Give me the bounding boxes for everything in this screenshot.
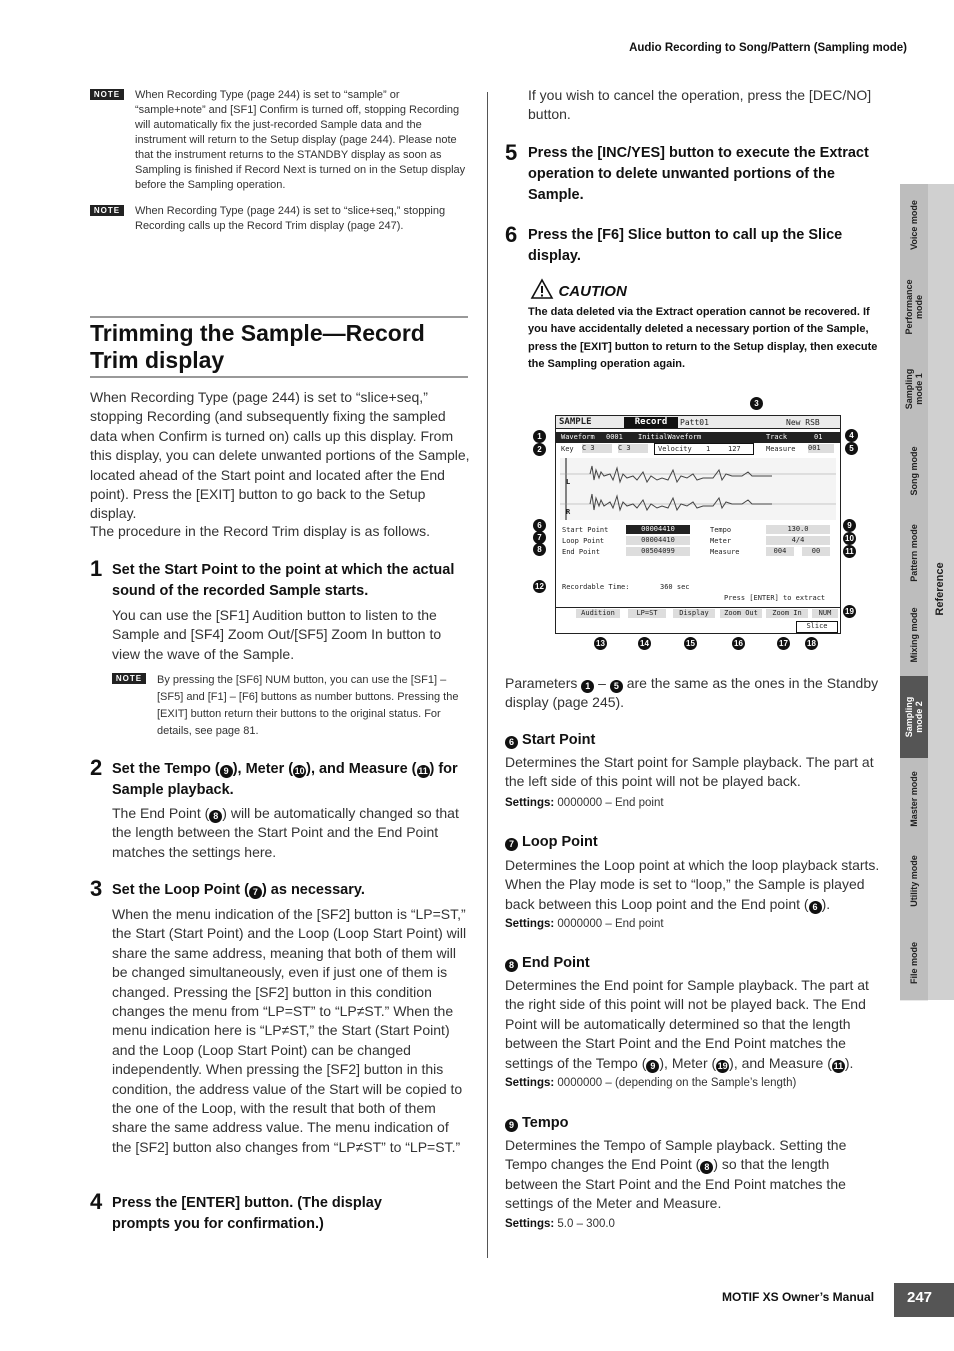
step-body: You can use the [SF1] Audition button to listen to the Sample and [SF4] Zoom Out/[SF5] Zoom In button to view the wave of the Sample. [112, 607, 442, 662]
circled-number: 5 [610, 680, 623, 693]
param-body: Determines the Start point for Sample playback. The part at the left side of this point will not be played back. [505, 754, 874, 790]
step-title-text: ), Meter ( [232, 761, 294, 777]
tab-label: Performance mode [904, 279, 924, 335]
callout: 18 [805, 637, 818, 650]
tab-utility-mode[interactable] [900, 840, 928, 923]
param-body-text: ). [821, 895, 831, 912]
note-text: When Recording Type (page 244) is set to “sample” or “sample+note” and [SF1] Confirm is turned off, stopping Recording will automatically fix the just-recorded Sample data and the instrument will return to the Setup display (page 244). Please note that the instrument returns to the STANDBY display as soon as Sampling is finished if Record Next is turned on in the Setup display before the Sampling operation. [135, 89, 466, 191]
lcd-label: Track [766, 433, 788, 441]
tab-sampling-mode-1[interactable] [900, 348, 928, 431]
callout: 11 [843, 545, 856, 558]
step-title-text: Set the Loop Point ( [112, 882, 249, 898]
step-body-text: The End Point ( [112, 805, 210, 821]
circled-number: 11 [833, 1060, 844, 1071]
param-title [505, 955, 590, 972]
settings-value: 0000000 – End point [557, 797, 664, 809]
step-number: 3 [90, 876, 103, 901]
note-3 [112, 672, 468, 740]
param-body [505, 1136, 885, 1214]
callout: 8 [533, 543, 546, 556]
param-settings [505, 1077, 796, 1089]
lcd-sf3-button: Display [673, 609, 715, 618]
param-title [505, 834, 598, 851]
callout: 7 [533, 531, 546, 544]
tab-performance-mode[interactable] [900, 266, 928, 349]
settings-value: 0000000 – End point [557, 918, 664, 930]
param-settings [505, 1218, 615, 1230]
lcd-label: Meter [710, 537, 732, 545]
step-title: Press the [F6] Slice button to call up the Slice display. [528, 227, 843, 264]
circled-number: 11 [418, 766, 428, 776]
param-settings [505, 918, 664, 930]
param-settings [505, 797, 664, 809]
tab-label: Sampling mode 1 [904, 368, 924, 410]
lcd-label: Key [561, 445, 574, 453]
circled-number: 1 [581, 680, 594, 693]
tab-file-mode[interactable] [900, 922, 928, 1001]
circled-number: 6 [505, 736, 518, 749]
lcd-divider [556, 607, 840, 608]
lcd-label: Measure [710, 548, 740, 556]
lcd-bank: New RSB [786, 418, 820, 427]
lcd-value: 360 sec [660, 583, 690, 591]
note-text: When Recording Type (page 244) is set to “slice+seq,” stopping Recording calls up the Record Trim display (page 247). [135, 205, 446, 232]
lcd-value: 4/4 [766, 536, 830, 545]
cancel-paragraph: If you wish to cancel the operation, press the [DEC/NO] button. [528, 87, 872, 123]
caution-label: CAUTION [558, 283, 627, 300]
lcd-sf5-button: Zoom In [766, 609, 808, 618]
record-trim-display [555, 415, 841, 634]
lcd-value: 004 [766, 547, 794, 556]
lcd-channel-l: L [566, 478, 571, 486]
params-intro-text: are the same as the ones in the Standby display (page 245). [505, 675, 879, 711]
lcd-value: 00 [802, 547, 830, 556]
lcd-value: 00004410 [626, 536, 690, 545]
warning-triangle-icon [530, 278, 554, 300]
lcd-value: InitialWaveform [638, 433, 702, 441]
step-number: 5 [505, 140, 518, 165]
waveform-view [560, 458, 836, 520]
step-body: When the menu indication of the [SF2] button is “LP=ST,” the Start (Start Point) and the Loop (Loop Start Point) will share the same address, meaning that both of them will be changed simultaneously, even if just one of them is changed. Pressing the [SF2] button in this condition changes the menu from “LP=ST” to “LP≠ST.” When the menu indication here is “LP≠ST,” the Start (Start Point) and the Loop (Loop Start Point) can be changed independently. When pressing the [SF2] button in this condition, the address value of the Start will be copied to the one of the Loop, with the result that both of them share the same address value. The menu indication of the [SF2] button also changes from “LP≠ST” to “LP=ST.” [112, 906, 467, 1155]
param-body-text: ), Meter ( [659, 1054, 717, 1071]
params-intro [505, 674, 885, 713]
lcd-label: Loop Point [562, 537, 605, 545]
lcd-value: C 3 [618, 444, 648, 453]
lcd-label: Recordable Time: [562, 583, 630, 591]
callout: 13 [594, 637, 607, 650]
callout: 6 [533, 519, 546, 532]
settings-value: 5.0 – 300.0 [557, 1218, 615, 1230]
lcd-label: Start Point [562, 526, 609, 534]
lcd-sf6-button: NUM [812, 609, 838, 618]
param-body-text: Determines the Loop point at which the loop playback starts. When the Play mode is set to “loop,” the Sample is played back between this Loop point and the End point ( [505, 857, 880, 912]
settings-label: Settings: [505, 1218, 555, 1230]
callout: 19 [843, 605, 856, 618]
tab-label: Utility mode [909, 855, 919, 907]
lcd-value: 130.0 [766, 525, 830, 534]
step-title: Press the [ENTER] button. (The display prompts you for confirmation.) [112, 1195, 382, 1232]
callout: 5 [845, 442, 858, 455]
tab-master-mode[interactable] [900, 758, 928, 841]
lcd-pattern: Patt01 [680, 418, 709, 427]
step-number: 4 [90, 1189, 103, 1214]
circled-number: 9 [646, 1060, 659, 1073]
tab-song-mode[interactable] [900, 430, 928, 513]
circled-number: 8 [505, 959, 518, 972]
step-body-text: ) will be automatically changed so that the length between the Start Point and the End Point matches the settings here. [112, 805, 459, 860]
lcd-label: Tempo [710, 526, 732, 534]
param-body [505, 976, 885, 1073]
tab-pattern-mode[interactable] [900, 512, 928, 595]
lcd-label: Measure [766, 445, 796, 453]
callout: 9 [843, 519, 856, 532]
manual-title: MOTIF XS Owner’s Manual [722, 1290, 875, 1304]
step-title [112, 880, 467, 901]
note-1 [90, 88, 470, 193]
lcd-value: 0001 [606, 433, 623, 441]
callout: 4 [845, 429, 858, 442]
lcd-channel-r: R [566, 508, 571, 516]
caution-heading [530, 278, 627, 301]
tab-label: Song mode [909, 446, 919, 496]
param-body-text: ), and Measure ( [729, 1054, 832, 1071]
param-body-text: ). [844, 1054, 854, 1071]
tab-label: Mixing mode [909, 607, 919, 663]
callout: 17 [777, 637, 790, 650]
callout: 2 [533, 443, 546, 456]
tab-label: Pattern mode [909, 524, 919, 582]
step-title: Press the [INC/YES] button to execute the Extract operation to delete unwanted portions of the Sample. [528, 145, 869, 203]
param-body-text: ) so that the length between the Start Point and the End Point matches the settings of the Meter and Measure. [505, 1156, 846, 1212]
param-title-text: Start Point [522, 732, 596, 748]
tab-mixing-mode[interactable] [900, 594, 928, 677]
step-title-text: ) as necessary. [261, 882, 365, 898]
step-title-text: ) for Sample playback. [112, 761, 458, 798]
param-title-text: End Point [522, 955, 590, 971]
tab-label: Voice mode [909, 200, 919, 250]
callout: 12 [533, 580, 546, 593]
circled-number: 9 [505, 1119, 518, 1132]
lcd-value: C 3 [582, 444, 612, 453]
param-body-text: Determines the End point for Sample playback. The part at the right side of this point will not be played back. The End Point will be automatically determined so that the length between the Start Point and the End Point matches the settings of the Tempo ( [505, 977, 869, 1071]
step-title-text: ), and Measure ( [306, 761, 417, 777]
callout: 14 [638, 637, 651, 650]
intro-paragraph-2: The procedure in the Record Trim display is as follows. [90, 523, 431, 539]
note-text: By pressing the [SF6] NUM button, you can use the [SF1] – [SF5] and [F1] – [F6] buttons as number buttons. Pressing the [EXIT] button return their buttons to the original status. For details, see page 81. [157, 674, 459, 737]
circled-number: 10 [294, 766, 305, 776]
lcd-sf2-button: LP=ST [628, 609, 666, 618]
param-body [505, 856, 887, 914]
circled-number: 9 [220, 765, 233, 778]
section-title: Trimming the Sample—Record Trim display [90, 316, 468, 378]
tab-label: Sampling mode 2 [904, 696, 924, 738]
circled-number: 8 [700, 1161, 713, 1174]
reference-label: Reference [934, 562, 946, 616]
lcd-sf1-button: Audition [576, 609, 620, 618]
param-title-text: Loop Point [522, 834, 598, 850]
lcd-value: 00504099 [626, 547, 690, 556]
callout: 15 [684, 637, 697, 650]
lcd-label: Waveform [561, 433, 595, 441]
params-intro-text: Parameters [505, 675, 582, 691]
lcd-label: Velocity [658, 445, 692, 453]
note-icon: NOTE [90, 205, 124, 216]
circled-number: 7 [249, 886, 262, 899]
mode-index-sidebar [900, 184, 954, 1000]
intro-paragraph: When Recording Type (page 244) is set to “slice+seq,” stopping Recording (and subsequently fixing the sampled data when Confirm is turned on) calls up this display. From this display, you can delete unwanted portions of the Sample, located ahead of the Start point and located after the End point). Press the [EXIT] button to go back to the Setup display. [90, 389, 470, 522]
tab-label: Master mode [909, 771, 919, 827]
circled-number: 19 [717, 1060, 728, 1071]
caution-text: The data deleted via the Extract operation cannot be recovered. If you have accidentally deleted a necessary portion of the Sample, press the [EXIT] button to return to the Setup display, then execute the Sampling operation again. [528, 306, 878, 370]
circled-number: 8 [209, 810, 222, 823]
lcd-f6-button: Slice [796, 621, 838, 633]
lcd-value: 127 [728, 445, 741, 453]
param-title [505, 1115, 568, 1132]
callout: 10 [843, 532, 856, 545]
circled-number: 6 [809, 901, 822, 914]
callout: 16 [732, 637, 745, 650]
note-icon: NOTE [90, 89, 124, 100]
callout: 3 [750, 397, 763, 410]
step-title [112, 759, 470, 801]
lcd-prompt: Press [ENTER] to extract [724, 594, 826, 602]
param-body-text: Determines the Tempo of Sample playback. Setting the Tempo changes the End Point ( [505, 1137, 847, 1173]
step-body [112, 804, 462, 862]
running-header: Audio Recording to Song/Pattern (Sampling mode) [629, 42, 907, 54]
lcd-mode: SAMPLE [559, 417, 592, 427]
lcd-value: 1 [706, 445, 711, 453]
page-number: 247 [894, 1283, 954, 1317]
step-number: 1 [90, 556, 103, 581]
settings-label: Settings: [505, 1077, 555, 1089]
step-number: 2 [90, 755, 103, 780]
step-title-text: Set the Tempo ( [112, 761, 220, 777]
note-icon: NOTE [112, 673, 146, 684]
tab-voice-mode[interactable] [900, 184, 928, 267]
settings-value: 0000000 – (depending on the Sample’s length) [557, 1077, 797, 1089]
settings-label: Settings: [505, 797, 555, 809]
step-title: Set the Start Point to the point at which the actual sound of the recorded Sample starts. [112, 562, 455, 599]
note-2 [90, 204, 470, 234]
lcd-sf4-button: Zoom Out [720, 609, 762, 618]
step-number: 6 [505, 222, 518, 247]
column-divider [487, 92, 488, 1258]
param-title [505, 732, 595, 749]
callout: 1 [533, 430, 546, 443]
param-title-text: Tempo [522, 1115, 569, 1131]
lcd-value: 001 [808, 444, 834, 453]
lcd-page-tab: Record [624, 417, 678, 428]
lcd-value: 01 [814, 433, 823, 441]
tab-sampling-mode-2[interactable] [900, 676, 928, 759]
lcd-label: End Point [562, 548, 600, 556]
circled-number: 7 [505, 838, 518, 851]
tab-label: File mode [909, 941, 919, 985]
lcd-value: 00004410 [626, 525, 690, 534]
settings-label: Settings: [505, 918, 555, 930]
params-intro-text: – [594, 675, 610, 691]
